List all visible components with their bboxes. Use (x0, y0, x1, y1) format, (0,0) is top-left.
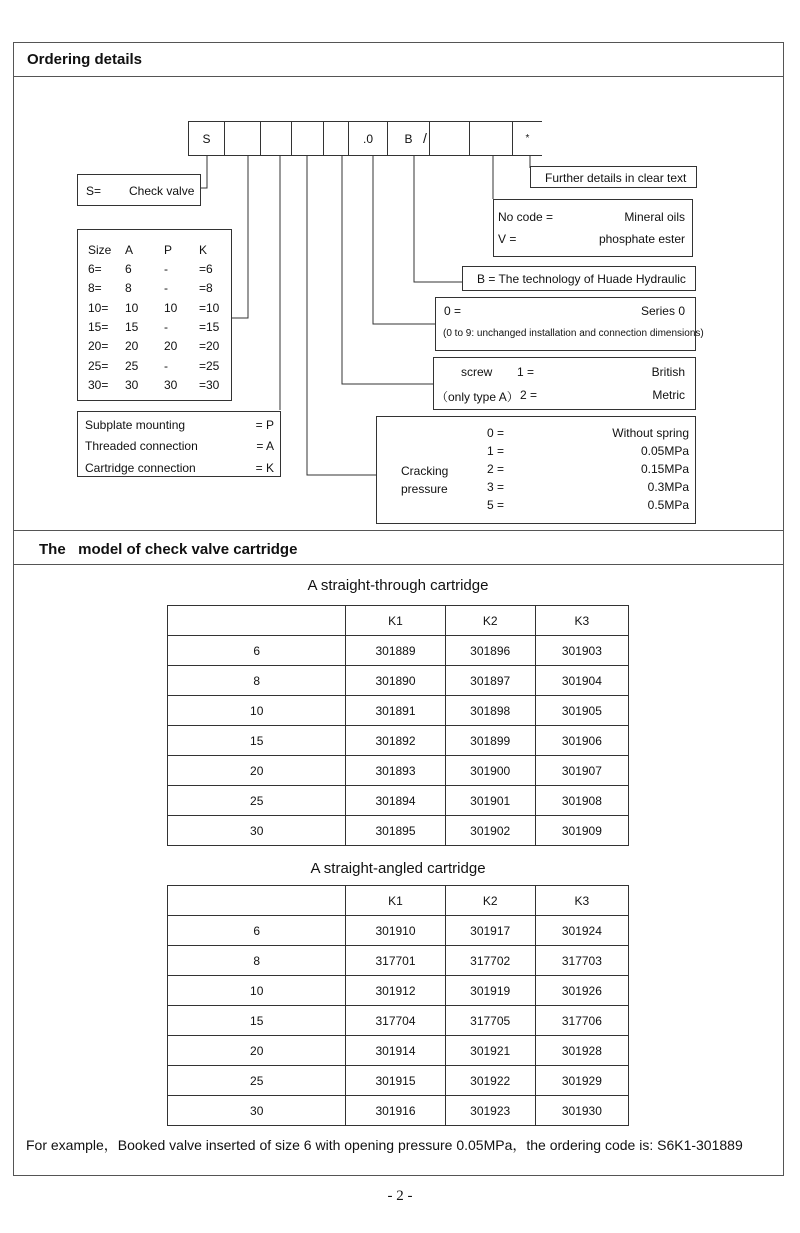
size-row-6-3: =30 (199, 377, 220, 392)
cracking-value-3: 0.3MPa (647, 480, 689, 494)
table-row (168, 1006, 629, 1036)
table-cell: 301917 (445, 916, 535, 946)
table2-header-0 (168, 886, 346, 916)
table1-header-row (168, 606, 629, 636)
table2-header-row (168, 886, 629, 916)
mount-code-cartridge: = K (255, 461, 274, 475)
table-cell: 301904 (535, 666, 628, 696)
seal-code-0: No code = (498, 210, 554, 224)
size-header-1: A (125, 243, 134, 257)
further-details-box (530, 166, 697, 188)
table-cell: 25 (168, 786, 346, 816)
size-row-4-0: 20= (88, 339, 109, 354)
table-cell: 301923 (445, 1096, 535, 1126)
table-cell: 301900 (445, 756, 535, 786)
code-cell-10: * (512, 121, 542, 156)
table-cell: 317701 (346, 946, 445, 976)
table-cell: 301893 (346, 756, 445, 786)
size-row-4-2: 20 (164, 339, 178, 354)
size-box (77, 229, 232, 401)
size-row-1-0: 8= (88, 281, 102, 296)
table-cell: 317703 (535, 946, 628, 976)
size-row-1-2: - (164, 281, 168, 296)
table-row (168, 726, 629, 756)
table-cell: 301919 (445, 976, 535, 1006)
table-row (168, 696, 629, 726)
table-cell: 25 (168, 1066, 346, 1096)
series-value: Series 0 (640, 304, 685, 318)
table-row (168, 756, 629, 786)
table-row (168, 666, 629, 696)
table-cell: 6 (168, 636, 346, 666)
size-row-0-3: =6 (199, 262, 213, 276)
table-cell: 301891 (346, 696, 445, 726)
table-cell: 10 (168, 696, 346, 726)
table-cell: 10 (168, 976, 346, 1006)
screw-box (433, 357, 696, 410)
size-row-6-1: 30 (125, 377, 139, 392)
size-header-0: Size (88, 243, 112, 257)
table-cell: 15 (168, 1006, 346, 1036)
cracking-value-1: 0.05MPa (640, 444, 689, 458)
table-row (168, 916, 629, 946)
cracking-value-4: 0.5MPa (647, 498, 689, 512)
table1-header-0 (168, 606, 346, 636)
table-cell: 301901 (445, 786, 535, 816)
table1-title: A straight-through cartridge (307, 577, 489, 594)
series-code: 0 = (444, 304, 462, 318)
table-cell: 317704 (346, 1006, 445, 1036)
size-row-4-3: =20 (199, 339, 220, 354)
type-box (77, 174, 201, 206)
table-row (168, 786, 629, 816)
table-row (168, 1096, 629, 1126)
size-row-2-3: =10 (199, 300, 220, 315)
table-cell: 301928 (535, 1036, 628, 1066)
table-cell: 20 (168, 756, 346, 786)
series-box (435, 297, 704, 351)
table-cell: 301906 (535, 726, 628, 756)
table-cell: 317706 (535, 1006, 628, 1036)
table-cell: 301898 (445, 696, 535, 726)
table2-header-3: K3 (535, 886, 628, 916)
size-row-6-2: 30 (164, 377, 178, 392)
size-row-5-1: 25 (125, 358, 139, 373)
table2-header-1: K1 (346, 886, 445, 916)
table-cell: 301903 (535, 636, 628, 666)
table-cell: 317702 (445, 946, 535, 976)
size-row-3-1: 15 (125, 319, 139, 334)
table-cell: 301921 (445, 1036, 535, 1066)
table-cell: 301916 (346, 1096, 445, 1126)
table-cell: 301892 (346, 726, 445, 756)
table-cell: 8 (168, 666, 346, 696)
table-row (168, 946, 629, 976)
table-cell: 301914 (346, 1036, 445, 1066)
table1-header-1: K1 (346, 606, 445, 636)
mount-code-subplate: = P (255, 418, 274, 432)
table-row (168, 976, 629, 1006)
table2-title: A straight-angled cartridge (310, 860, 486, 877)
table-cell: 301890 (346, 666, 445, 696)
mount-code-threaded: = A (256, 439, 274, 453)
ordering-example: For example，Booked valve inserted of size 6 with opening pressure 0.05MPa，the ordering code is: S6K1-301889 (26, 1137, 743, 1153)
size-row-5-2: - (164, 358, 168, 373)
code-cell-6: .0 (348, 121, 388, 156)
size-row-2-0: 10= (88, 300, 109, 315)
table-cell: 301899 (445, 726, 535, 756)
table-cell: 301907 (535, 756, 628, 786)
table1-header-3: K3 (535, 606, 628, 636)
straight-through-table (167, 605, 629, 846)
table-cell: 301896 (445, 636, 535, 666)
table-cell: 301905 (535, 696, 628, 726)
table-cell: 6 (168, 916, 346, 946)
table-cell: 301922 (445, 1066, 535, 1096)
table-cell: 301929 (535, 1066, 628, 1096)
table-row (168, 1066, 629, 1096)
table-cell: 301889 (346, 636, 445, 666)
table2-header-2: K2 (445, 886, 535, 916)
type-value: Check valve (129, 184, 195, 198)
size-header-3: K (199, 243, 208, 257)
type-key: S= (86, 184, 102, 198)
section-title-model: The model of check valve cartridge (39, 541, 298, 558)
cracking-label-1: Cracking (401, 464, 449, 478)
code-cell-7: B (387, 121, 430, 156)
cracking-code-2: 2 = (487, 462, 505, 476)
size-header-2: P (164, 243, 173, 257)
table-cell: 301897 (445, 666, 535, 696)
seal-value-1: phosphate ester (598, 232, 685, 246)
screw-label-1: （only type A） (436, 390, 519, 404)
slash-separator: / (423, 130, 427, 146)
size-row-4-1: 20 (125, 339, 139, 354)
cracking-value-0: Without spring (612, 426, 689, 440)
table-row (168, 1036, 629, 1066)
size-row-5-3: =25 (199, 358, 220, 373)
cracking-code-4: 5 = (487, 498, 505, 512)
size-row-0-0: 6= (88, 262, 102, 276)
table-cell: 30 (168, 1096, 346, 1126)
series-note: (0 to 9: unchanged installation and connection dimensions) (443, 328, 704, 339)
table-row (168, 816, 629, 846)
table-cell: 301902 (445, 816, 535, 846)
table-row (168, 636, 629, 666)
size-row-1-3: =8 (199, 281, 213, 296)
screw-value-0: British (651, 365, 685, 379)
cracking-code-0: 0 = (487, 426, 505, 440)
cracking-pressure-box (376, 416, 696, 524)
table-cell: 15 (168, 726, 346, 756)
size-row-5-0: 25= (88, 358, 109, 373)
screw-code-0: 1 = (517, 365, 535, 379)
screw-code-1: 2 = (520, 388, 538, 402)
size-row-0-2: - (164, 262, 168, 276)
size-row-2-1: 10 (125, 300, 139, 315)
table-cell: 301926 (535, 976, 628, 1006)
page-number: - 2 - (387, 1188, 413, 1204)
size-row-0-1: 6 (125, 262, 132, 276)
size-row-2-2: 10 (164, 300, 178, 315)
table-cell: 301909 (535, 816, 628, 846)
table-cell: 301894 (346, 786, 445, 816)
table1-header-2: K2 (445, 606, 535, 636)
table-cell: 301915 (346, 1066, 445, 1096)
seal-value-0: Mineral oils (624, 210, 685, 224)
straight-angled-table (167, 885, 629, 1126)
table-cell: 301912 (346, 976, 445, 1006)
cracking-code-1: 1 = (487, 444, 505, 458)
mount-label-threaded: Threaded connection (85, 439, 198, 453)
size-row-3-0: 15= (88, 319, 109, 334)
mounting-box (77, 411, 281, 477)
table-cell: 8 (168, 946, 346, 976)
table-cell: 301930 (535, 1096, 628, 1126)
cracking-value-2: 0.15MPa (640, 462, 689, 476)
seal-code-1: V = (498, 232, 517, 246)
table-cell: 301908 (535, 786, 628, 816)
technology-box (462, 266, 696, 291)
table-cell: 30 (168, 816, 346, 846)
size-row-3-2: - (164, 319, 168, 334)
table-cell: 20 (168, 1036, 346, 1066)
mount-label-subplate: Subplate mounting (85, 418, 186, 432)
table-cell: 301924 (535, 916, 628, 946)
table-cell: 301910 (346, 916, 445, 946)
size-row-1-1: 8 (125, 281, 132, 296)
cracking-label-2: pressure (401, 482, 448, 496)
code-cell-1: S (188, 121, 225, 156)
mount-label-cartridge: Cartridge connection (85, 461, 196, 475)
further-details-text: Further details in clear text (545, 171, 687, 185)
screw-label-0: screw (461, 365, 493, 379)
cracking-code-3: 3 = (487, 480, 505, 494)
table-cell: 317705 (445, 1006, 535, 1036)
screw-value-1: Metric (652, 388, 685, 402)
section2-divider (13, 564, 784, 565)
seal-box (493, 199, 693, 257)
size-row-6-0: 30= (88, 377, 109, 392)
section-title-ordering: Ordering details (27, 51, 143, 68)
table-cell: 301895 (346, 816, 445, 846)
size-row-3-3: =15 (199, 319, 220, 334)
technology-text: B = The technology of Huade Hydraulic (477, 272, 686, 286)
